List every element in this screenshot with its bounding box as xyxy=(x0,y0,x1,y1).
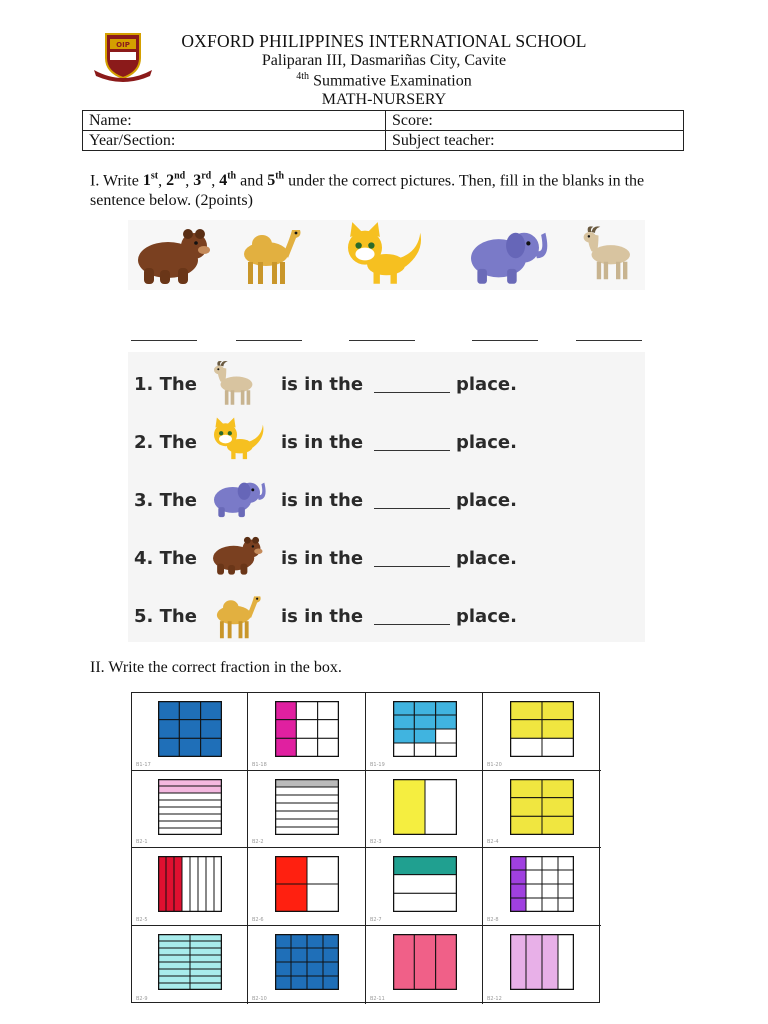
subject-title: MATH-NURSERY xyxy=(321,91,447,108)
section-1-instruction: I. Write 1st, 2nd, 3rd, 4th and 5th under the correct pictures. Then, fill in the blanks in the sentence below. (2points) xyxy=(90,171,645,210)
fraction-part xyxy=(435,715,456,729)
fraction-part xyxy=(414,715,435,729)
fraction-part xyxy=(323,948,339,962)
fraction-part xyxy=(510,816,542,835)
fraction-part xyxy=(542,720,574,739)
fraction-shape xyxy=(275,701,339,757)
fraction-shape xyxy=(393,779,457,835)
fraction-part xyxy=(542,779,574,798)
fraction-cell[interactable] xyxy=(483,848,601,926)
fraction-part xyxy=(542,701,574,720)
fraction-part xyxy=(435,701,456,715)
cat-icon xyxy=(332,220,432,288)
school-name: OXFORD PHILIPPINES INTERNATIONAL SCHOOL xyxy=(181,31,587,51)
fraction-part xyxy=(275,795,339,803)
fraction-part xyxy=(190,948,222,955)
fraction-shape xyxy=(393,934,457,990)
fraction-shape xyxy=(393,856,457,912)
fraction-part xyxy=(542,870,558,884)
fraction-part xyxy=(182,856,190,912)
fraction-cell[interactable] xyxy=(366,848,483,926)
fraction-part xyxy=(296,738,317,757)
fraction-part xyxy=(558,898,574,912)
fraction-part xyxy=(201,701,222,720)
fraction-part xyxy=(275,803,339,811)
fraction-part xyxy=(307,962,323,976)
fraction-part xyxy=(296,701,317,720)
fraction-part xyxy=(158,807,222,814)
fraction-part xyxy=(307,976,323,990)
fraction-cell[interactable] xyxy=(248,848,366,926)
school-address: Paliparan III, Dasmariñas City, Cavite xyxy=(261,52,507,69)
fraction-part xyxy=(190,962,222,969)
fraction-part xyxy=(158,955,190,962)
fraction-part xyxy=(275,856,307,884)
fraction-part xyxy=(158,738,179,757)
fraction-part xyxy=(275,962,291,976)
fraction-part xyxy=(179,701,200,720)
cell-code: B1-18 xyxy=(252,762,267,768)
cell-code: B1-19 xyxy=(370,762,385,768)
fraction-part xyxy=(275,976,291,990)
fraction-cell[interactable] xyxy=(483,926,601,1004)
sentence-blank-5[interactable] xyxy=(374,624,450,625)
fraction-shape xyxy=(510,779,574,835)
svg-text:OIP: OIP xyxy=(116,41,130,49)
cell-code: B2-3 xyxy=(370,839,382,845)
answer-blank-1[interactable] xyxy=(131,340,197,341)
goat-icon xyxy=(206,358,264,408)
fraction-part xyxy=(542,898,558,912)
fraction-part xyxy=(510,870,526,884)
cell-code: B2-1 xyxy=(136,839,148,845)
fraction-part xyxy=(275,701,296,720)
fraction-shape xyxy=(275,934,339,990)
fraction-part xyxy=(393,934,414,990)
bear-icon xyxy=(206,532,264,576)
fraction-cell[interactable] xyxy=(132,693,248,771)
fraction-part xyxy=(526,884,542,898)
fraction-part xyxy=(158,962,190,969)
fraction-part xyxy=(179,738,200,757)
fraction-part xyxy=(393,893,457,912)
fraction-part xyxy=(435,729,456,743)
cell-code: B1-17 xyxy=(136,762,151,768)
fraction-part xyxy=(393,729,414,743)
fraction-shape xyxy=(510,856,574,912)
fraction-grid xyxy=(131,692,600,1003)
fraction-part xyxy=(275,934,291,948)
fraction-part xyxy=(414,743,435,757)
fraction-part xyxy=(510,738,542,757)
elephant-icon xyxy=(456,220,554,288)
fraction-cell[interactable] xyxy=(248,771,366,848)
fraction-part xyxy=(307,948,323,962)
sentence-blank-2[interactable] xyxy=(374,450,450,451)
cell-code: B1-20 xyxy=(487,762,502,768)
fraction-part xyxy=(275,884,307,912)
fraction-part xyxy=(291,934,307,948)
fraction-part xyxy=(201,720,222,739)
elephant-icon xyxy=(206,474,268,520)
fraction-part xyxy=(158,701,179,720)
cell-code: B2-4 xyxy=(487,839,499,845)
fraction-cell[interactable] xyxy=(366,693,483,771)
fraction-part xyxy=(558,934,574,990)
fraction-shape xyxy=(510,934,574,990)
fraction-part xyxy=(393,875,457,894)
fraction-part xyxy=(318,720,339,739)
fraction-part xyxy=(526,898,542,912)
fraction-shape xyxy=(275,779,339,835)
fraction-shape xyxy=(158,934,222,990)
fraction-part xyxy=(296,720,317,739)
fraction-part xyxy=(323,962,339,976)
fraction-part xyxy=(275,720,296,739)
fraction-part xyxy=(526,870,542,884)
fraction-cell[interactable] xyxy=(483,693,601,771)
fraction-part xyxy=(510,898,526,912)
camel-icon xyxy=(230,222,310,286)
fraction-part xyxy=(190,969,222,976)
fraction-part xyxy=(158,720,179,739)
fraction-part xyxy=(291,962,307,976)
fraction-part xyxy=(542,856,558,870)
fraction-cell[interactable] xyxy=(132,771,248,848)
fraction-shape xyxy=(275,856,339,912)
fraction-shape xyxy=(158,856,222,912)
fraction-part xyxy=(307,934,323,948)
fraction-part xyxy=(393,779,425,835)
name-field[interactable]: Name: xyxy=(83,111,386,131)
sentence-blank-1[interactable] xyxy=(374,392,450,393)
answer-blank-4[interactable] xyxy=(472,340,538,341)
fraction-part xyxy=(190,941,222,948)
fraction-part xyxy=(198,856,206,912)
fraction-shape xyxy=(158,701,222,757)
fraction-part xyxy=(158,821,222,828)
fraction-part xyxy=(190,955,222,962)
cell-code: B2-7 xyxy=(370,917,382,923)
fraction-part xyxy=(158,976,190,983)
fraction-part xyxy=(558,856,574,870)
fraction-part xyxy=(435,743,456,757)
goat-icon xyxy=(574,220,644,286)
fraction-part xyxy=(307,884,339,912)
cell-code: B2-11 xyxy=(370,996,385,1002)
fraction-part xyxy=(425,779,457,835)
fraction-part xyxy=(158,800,222,807)
fraction-part xyxy=(510,720,542,739)
fraction-part xyxy=(166,856,174,912)
fraction-part xyxy=(510,856,526,870)
fraction-part xyxy=(510,798,542,817)
fraction-shape xyxy=(510,701,574,757)
fraction-part xyxy=(275,948,291,962)
fraction-cell[interactable] xyxy=(248,693,366,771)
fraction-part xyxy=(158,814,222,821)
teacher-field[interactable]: Subject teacher: xyxy=(386,131,684,151)
camel-icon xyxy=(206,590,268,640)
score-field[interactable]: Score: xyxy=(386,111,684,131)
fraction-part xyxy=(558,870,574,884)
cell-code: B2-8 xyxy=(487,917,499,923)
fraction-part xyxy=(510,701,542,720)
fraction-part xyxy=(190,856,198,912)
fraction-part xyxy=(542,934,558,990)
fraction-part xyxy=(174,856,182,912)
cell-code: B2-6 xyxy=(252,917,264,923)
fraction-part xyxy=(510,934,526,990)
answer-blank-3[interactable] xyxy=(349,340,415,341)
sentence-blank-3[interactable] xyxy=(374,508,450,509)
bear-icon xyxy=(130,222,210,286)
section-field[interactable]: Year/Section: xyxy=(83,131,386,151)
fraction-part xyxy=(158,969,190,976)
fraction-part xyxy=(323,934,339,948)
fraction-part xyxy=(393,856,457,875)
fraction-part xyxy=(558,884,574,898)
fraction-part xyxy=(526,856,542,870)
fraction-part xyxy=(158,786,222,793)
cell-code: B2-10 xyxy=(252,996,267,1002)
fraction-cell[interactable] xyxy=(483,771,601,848)
cat-icon xyxy=(206,416,268,462)
cell-code: B2-9 xyxy=(136,996,148,1002)
fraction-part xyxy=(542,798,574,817)
fraction-part xyxy=(414,701,435,715)
fraction-part xyxy=(179,720,200,739)
exam-title: $^{4th}$ Summative Examination xyxy=(296,71,472,90)
fraction-part xyxy=(542,884,558,898)
sentence-blank-4[interactable] xyxy=(374,566,450,567)
student-info-table xyxy=(82,110,684,151)
fraction-part xyxy=(510,779,542,798)
fraction-cell[interactable] xyxy=(248,926,366,1004)
fraction-part xyxy=(393,715,414,729)
fraction-cell[interactable] xyxy=(132,926,248,1004)
fraction-part xyxy=(318,701,339,720)
fraction-part xyxy=(275,738,296,757)
fraction-part xyxy=(206,856,214,912)
fraction-part xyxy=(291,976,307,990)
fraction-part xyxy=(275,811,339,819)
fraction-part xyxy=(291,948,307,962)
fraction-part xyxy=(542,738,574,757)
fraction-part xyxy=(414,729,435,743)
fraction-part xyxy=(318,738,339,757)
fraction-part xyxy=(275,819,339,827)
fraction-part xyxy=(435,934,456,990)
section-2-instruction: II. Write the correct fraction in the box. xyxy=(90,659,342,676)
fraction-part xyxy=(414,934,435,990)
cell-code: B2-2 xyxy=(252,839,264,845)
fraction-part xyxy=(393,701,414,715)
fraction-part xyxy=(158,941,190,948)
fraction-part xyxy=(307,856,339,884)
fraction-part xyxy=(275,787,339,795)
fraction-cell[interactable] xyxy=(132,848,248,926)
fraction-part xyxy=(158,793,222,800)
fraction-cell[interactable] xyxy=(366,771,483,848)
fraction-shape xyxy=(158,779,222,835)
fraction-part xyxy=(542,816,574,835)
fraction-part xyxy=(526,934,542,990)
fraction-part xyxy=(190,976,222,983)
cell-code: B2-12 xyxy=(487,996,502,1002)
answer-blank-5[interactable] xyxy=(576,340,642,341)
answer-blank-2[interactable] xyxy=(236,340,302,341)
cell-code: B2-5 xyxy=(136,917,148,923)
fraction-shape xyxy=(393,701,457,757)
fraction-part xyxy=(510,884,526,898)
fraction-part xyxy=(201,738,222,757)
fraction-cell[interactable] xyxy=(366,926,483,1004)
fraction-part xyxy=(323,976,339,990)
fraction-part xyxy=(393,743,414,757)
fraction-part xyxy=(158,948,190,955)
